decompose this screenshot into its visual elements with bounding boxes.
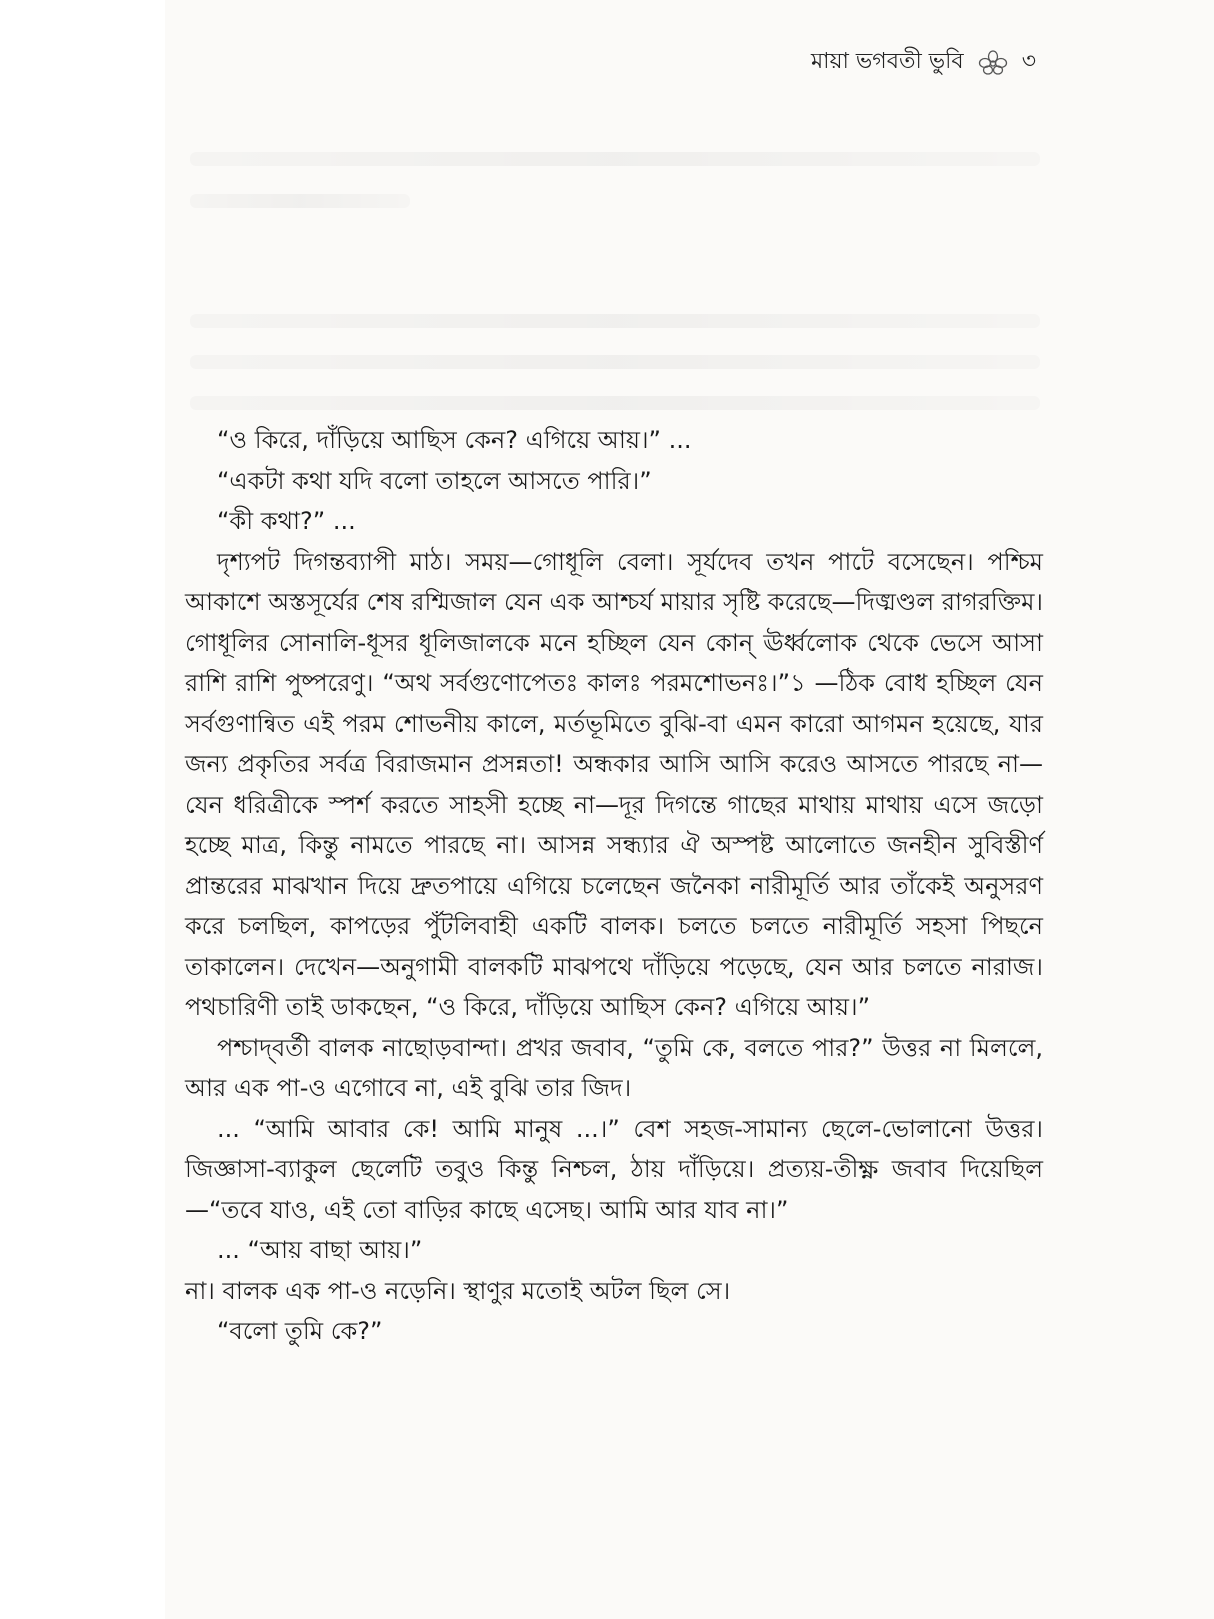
- bleed-through-line: [190, 396, 1040, 410]
- page-number: ৩: [1021, 49, 1036, 74]
- paragraph: “বলো তুমি কে?”: [217, 1317, 383, 1345]
- bleed-through-line: [190, 355, 1040, 369]
- paragraph: না। বালক এক পা-ও নড়েনি। স্থাণুর মতোই অটল ছিল সে।: [185, 1276, 731, 1305]
- paragraph: “কী কথা?” ...: [217, 507, 356, 535]
- paragraph: “একটা কথা যদি বলো তাহলে আসতে পারি।”: [217, 466, 652, 495]
- flower-ornament-icon: [978, 50, 1008, 76]
- paragraph: ... “আমি আবার কে! আমি মানুষ ...।” বেশ সহজ-সামান্য ছেলে-ভোলানো উত্তর। জিজ্ঞাসা-ব্যাকুল ছেলেটি তবুও কিন্তু নিশ্চল, ঠায় দাঁড়িয়ে। প্রত্যয়-তীক্ষ্ণ জবাব দিয়েছিল—“তবে যাও, এই তো বাড়ির কাছে এসেছ। আমি আর যাব না।”: [185, 1114, 1043, 1224]
- running-header: [811, 44, 1036, 81]
- body-text: [185, 420, 1043, 1352]
- paragraph: পশ্চাদ্‌বর্তী বালক নাছোড়বান্দা। প্রখর জবাব, “তুমি কে, বলতে পার?” উত্তর না মিললে, আর এক পা-ও এগোবে না, এই বুঝি তার জিদ।: [185, 1033, 1043, 1102]
- running-title: মায়া ভগবতী ভুবি: [810, 49, 964, 74]
- paragraph: দৃশ্যপট দিগন্তব্যাপী মাঠ। সময়—গোধূলি বেলা। সূর্যদেব তখন পাটে বসেছেন। পশ্চিম আকাশে অস্তসূর্যের শেষ রশ্মিজাল যেন এক আশ্চর্য মায়ার সৃষ্টি করেছে—দিঙ্মণ্ডল রাগরক্তিম। গোধূলির সোনালি-ধূসর ধূলিজালকে মনে হচ্ছিল যেন কোন্ ঊর্ধ্বলোক থেকে ভেসে আসা রাশি রাশি পুষ্পরেণু। “অথ সর্বগুণোপেতঃ কালঃ পরমশোভনঃ।”১ —ঠিক বোধ হচ্ছিল যেন সর্বগুণান্বিত এই পরম শোভনীয় কালে, মর্তভূমিতে বুঝি-বা এমন কারো আগমন হয়েছে, যার জন্য প্রকৃতির সর্বত্র বিরাজমান প্রসন্নতা! অন্ধকার আসি আসি করেও আসতে পারছে না—যেন ধরিত্রীকে স্পর্শ করতে সাহসী হচ্ছে না—দূর দিগন্তে গাছের মাথায় মাথায় এসে জড়ো হচ্ছে মাত্র, কিন্তু নামতে পারছে না। আসন্ন সন্ধ্যার ঐ অস্পষ্ট আলোতে জনহীন সুবিস্তীর্ণ প্রান্তরের মাঝখান দিয়ে দ্রুতপায়ে এগিয়ে চলেছেন জনৈকা নারীমূর্তি আর তাঁকেই অনুসরণ করে চলছিল, কাপড়ের পুঁটলিবাহী একটি বালক। চলতে চলতে নারীমূর্তি সহসা পিছনে তাকালেন। দেখেন—অনুগামী বালকটি মাঝপথে দাঁড়িয়ে পড়েছে, যেন আর চলতে নারাজ। পথচারিণী তাই ডাকছেন, “ও কিরে, দাঁড়িয়ে আছিস কেন? এগিয়ে আয়।”: [185, 547, 1043, 1021]
- bleed-through-line: [190, 194, 410, 208]
- bleed-through-line: [190, 152, 1040, 166]
- bleed-through-line: [190, 314, 1040, 328]
- paragraph: “ও কিরে, দাঁড়িয়ে আছিস কেন? এগিয়ে আয়।” ...: [217, 426, 692, 454]
- paragraph: ... “আয় বাছা আয়।”: [217, 1236, 423, 1264]
